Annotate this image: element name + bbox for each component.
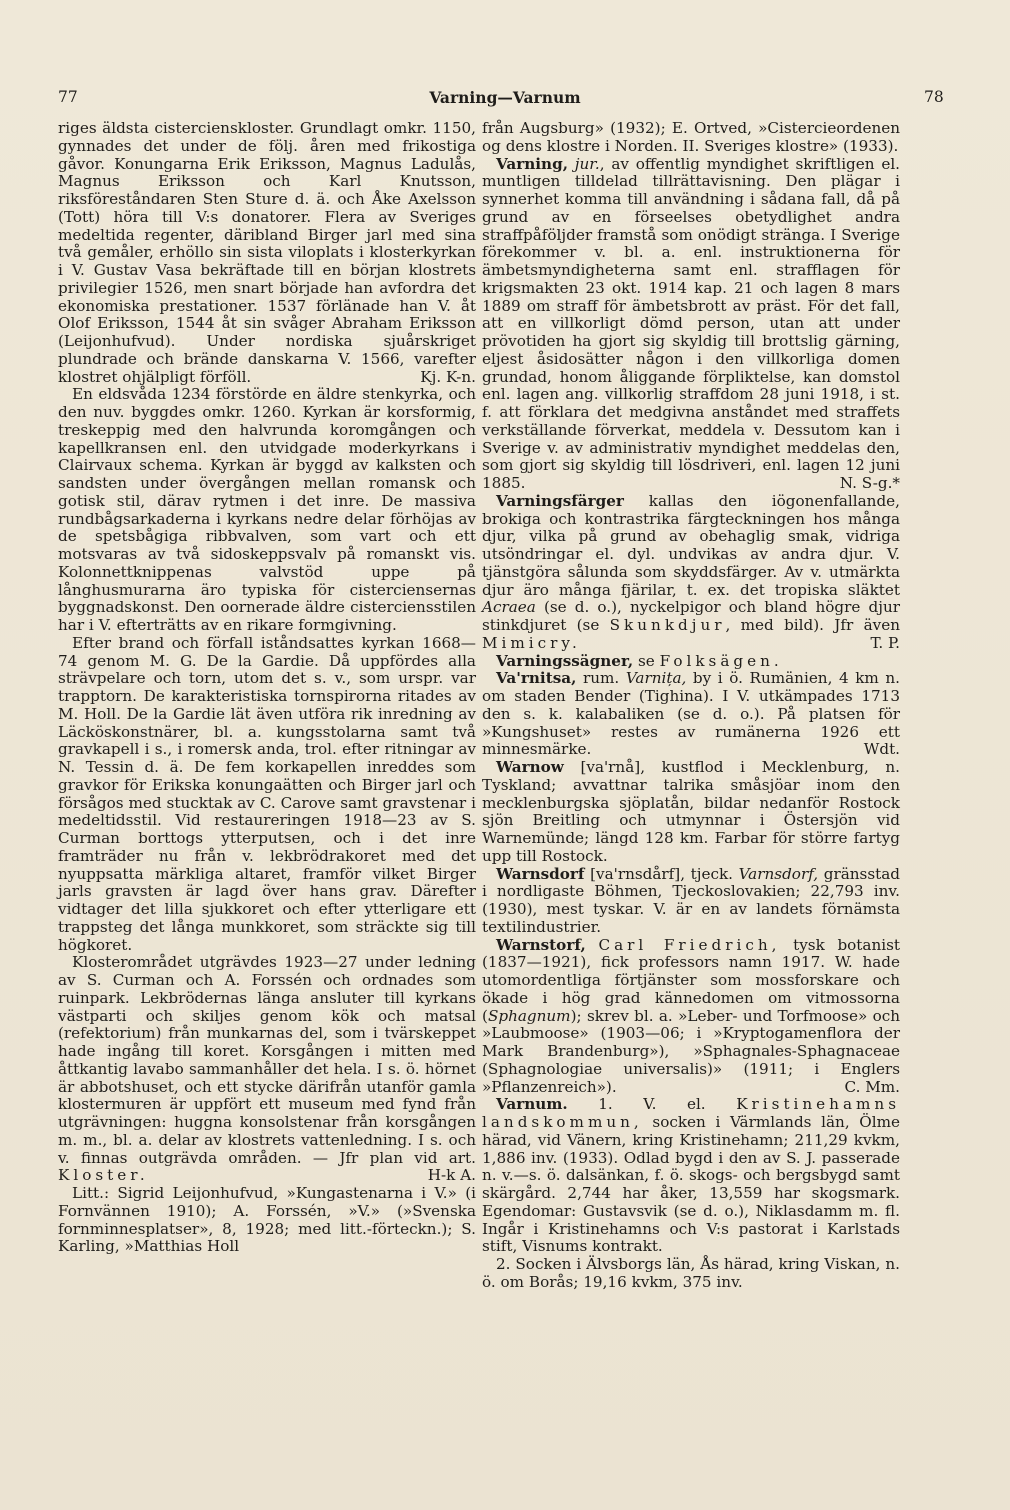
entry-warnsdorf: Warnsdorf [va'rnsdårf], tjeck. Varnsdorf, gränsstad i nordligaste Böhmen, Tjeckoslovakien; 22,793 inv. (1930), mest tyskar. V. är en av landets förnämsta textilindustrier.: [482, 864, 901, 936]
entry-warnow: Warnow [va'rnå], kustflod i Mecklenburg, n. Tyskland; avvattnar talrika småsjöar inom den mecklenburgska sjöplatån, bildar nedanför Rostock sjön Breitling och utmynnar i Östersjön vid Warnemünde; längd 128 km. Farbar för större fartyg upp till Rostock.: [482, 758, 900, 865]
author-signature: Wdt.: [863, 740, 900, 759]
cross-reference: Kloster.: [58, 1166, 149, 1185]
literature-paragraph: Litt.: Sigrid Leijonhufvud, »Kungastenarna i V.» (i Fornvännen 1910); A. Forssén, »V.» (»Svenska fornminnesplatser», 8, 1928; med litt.-förteckn.); S. Karling, »Matthias Holl: [58, 1184, 477, 1256]
headword: Varningssägner,: [496, 651, 634, 670]
cross-reference: Kristinehamns landskommun,: [482, 1095, 900, 1131]
author-signature: T. P.: [870, 633, 900, 652]
page-number-left: 77: [58, 88, 78, 106]
headword: Warnow: [496, 758, 564, 776]
entry-varnitsa: Va'rnitsa, rum. Varnița, by i ö. Rumänien, 4 km n. om staden Bender (Tighina). I V. utkämpades 1713 den s. k. kalabaliken (se d. o.). På platsen för »Kungshuset» restes av rumänerna 1926 ett minnesmärke. Wdt.: [482, 669, 901, 759]
headword: Varnum.: [496, 1095, 568, 1114]
paragraph: från Augsburg» (1932); E. Ortved, »Cistercieordenen og dens klostre i Norden. II. Sveriges klostre» (1933).: [482, 119, 900, 155]
cross-reference: Skunkdjur: [609, 616, 726, 634]
page-number-right: 78: [924, 88, 944, 106]
headword: Warnstorf,: [496, 935, 586, 954]
author-signature: H-k A.: [427, 1166, 476, 1185]
paragraph: riges äldsta cistercienskloster. Grundlagt omkr. 1150, gynnades det under de följ. åren med frikostiga gåvor. Konungarna Erik Eriksson, Magnus Ladulås, Magnus Eriksson och Karl Knutsson, riksföreståndaren Sten Sture d. ä. och Åke Axelsson (Tott) höra till V:s donatorer. Flera av Sveriges medeltida regenter, däribland Birger jarl med sina två gemåler, erhöllo sin sista viloplats i klosterkyrkan i V. Gustav Vasa bekräftade till en början klostrets privilegier 1526, men snart började han avfordra det ekonomiska prestationer. 1537 förlänade han V. åt Olof Eriksson, 1544 åt sin svåger Abraham Eriksson (Leijonhufvud). Under nordiska sjuårskriget plundrade och brände danskarna V. 1566, varefter klostret ohjälpligt förföll. Kj. K-n.: [58, 119, 476, 386]
author-signature: N. S-g.*: [839, 474, 900, 492]
headword: Varningsfärger: [496, 491, 624, 510]
headword: Warnsdorf: [496, 864, 585, 883]
cross-reference: Mimicry.: [482, 633, 581, 652]
author-signature: Kj. K-n.: [420, 367, 476, 386]
left-column: [58, 120, 476, 1256]
entry-varning: Varning, jur., av offentlig myndighet skriftligen el. muntligen tilldelad tillrättavisning. Den plägar i synnerhet komma till användning i sådana fall, då på grund av en förseelses obetydlighet andra straffpåföljder framstå som onödigt stränga. I Sverige förekommer v. bl. a. enl. instruktionerna för ämbetsmyndigheterna samt enl. strafflagen för krigsmakten 23 okt. 1914 kap. 21 och lagen 8 mars 1889 om straff för ämbetsbrott av präst. För det fall, att en villkorligt dömd person, utan att under prövotiden ha gjort sig skyldig till brottslig gärning, eljest åsidosätter någon i den villkorliga domen grundad, honom åliggande förpliktelse, kan domstol enl. lagen ang. villkorlig straffdom 28 juni 1918, i st. f. att förklara det medgivna anståndet med straffets verkställande förverkat, meddela v. Dessutom kan i Sverige v. av administrativ myndighet meddelas den, som gjort sig skyldig till lösdriveri, enl. lagen 12 juni 1885. N. S-g.*: [482, 154, 901, 492]
paragraph: En eldsvåda 1234 förstörde en äldre stenkyrka, och den nuv. byggdes omkr. 1260. Kyrkan är korsformig, treskeppig med den halvrunda koromgången och kapellkransen enl. den utvidgade moderkyrkans i Clairvaux schema. Kyrkan är byggd av kalksten och sandsten under övergången mellan romansk och gotisk stil, därav rytmen i det inre. De massiva rundbågsarkaderna i kyrkans nedre delar förhöjas av de spetsbågiga ribbvalven, som vart och ett motsvaras av två sidoskeppsvalv på romanskt vis. Kolonnettknippenas valvstöd uppe på långhusmurarna äro typiska för cisterciensernas byggnadskonst. Den oornerade äldre cisterciensstilen har i V. efterträtts av en rikare formgivning.: [58, 385, 476, 634]
entry-warnstorf: Warnstorf, Carl Friedrich, tysk botanist (1837—1921), fick professors namn 1917. W. hade utomordentliga förtjänster som mossforskare och ökade i hög grad kännedomen om vitmossorna (Sphagnum); skrev bl. a. »Leber- und Torfmoose» och »Laubmoose» (1903—06; i »Kryptogamenflora der Mark Brandenburg»), »Sphagnales-Sphagnaceae (Sphagnologiae universalis)» (1911; i Englers »Pflanzenreich»). C. Mm.: [482, 935, 901, 1096]
running-title: Varning—Varnum: [429, 88, 581, 107]
author-signature: C. Mm.: [844, 1077, 900, 1096]
entry-varnum-2: 2. Socken i Älvsborgs län, Ås härad, kring Viskan, n. ö. om Borås; 19,16 kvkm, 375 inv.: [482, 1255, 900, 1291]
entry-varningssagner: Varningssägner, se Folksägen.: [496, 651, 783, 670]
paragraph: Efter brand och förfall iståndsattes kyrkan 1668—74 genom M. G. De la Gardie. Då uppfördes alla strävpelare och torn, utom det s. v., som urspr. var trapptorn. De karakteristiska tornspirorna ritades av M. Holl. De la Gardie lät även utföra rik inredning av Läcköskonstnärer, bl. a. kungsstolarna samt två gravkapell i s., i romersk anda, trol. efter ritningar av N. Tessin d. ä. De fem korkapellen inreddes som gravkor för Erikska konungaätten och Birger jarl och försågos med stucktak av C. Carove samt gravstenar i medeltidsstil. Vid restaureringen 1918—23 av S. Curman borttogs ytterputsen, och i det inre framträder nu från v. lekbrödrakoret med det nyuppsatta märkliga altaret, framför vilket Birger jarls gravsten är lagd över hans grav. Därefter vidtager det lilla sjukkoret och efter ytterligare ett trappsteg det långa munkkoret, som sträckte sig till högkoret.: [58, 633, 476, 954]
headword: Va'rnitsa,: [496, 669, 577, 688]
page-header: [0, 88, 1010, 112]
entry-varningsfarger: Varningsfärger kallas den iögonenfallande, brokiga och kontrastrika färgteckningen hos många djur, vilka på grund av obehaglig smak, vidriga utsöndringar el. dyl. undvikas av andra djur. V. tjänstgöra sålunda som skyddsfärger. Av v. utmärkta djur äro många fjärilar, t. ex. det tropiska släktet Acraea (se d. o.), nyckelpigor och bland högre djur stinkdjuret (se Skunkdjur, med bild). Jfr även Mimicry. T. P.: [482, 491, 900, 652]
right-column: [482, 120, 900, 1292]
paragraph: Klosterområdet utgrävdes 1923—27 under ledning av S. Curman och A. Forssén och ordnades som ruinpark. Lekbrödernas länga ansluter till kyrkans västparti och skiljes genom kök och matsal (refektorium) från munkarnas del, som i tvärskeppet hade ingång till koret. Korsgången i mitten med åttkantig lavabo sammanhåller det hela. I s. ö. hörnet är abbotshuset, och ett stycke därifrån utanför gamla klostermuren är uppfört ett museum med fynd från utgrävningen: huggna konsolstenar från korsgången m. m., bl. a. delar av klostrets vattenledning. I s. och v. finnas outgrävda områden. — Jfr plan vid art. Kloster. H-k A.: [58, 953, 476, 1185]
cross-reference: Folksägen.: [659, 651, 783, 670]
headword: Varning,: [496, 154, 568, 173]
entry-varnum: Varnum. 1. V. el. Kristinehamns landskommun, socken i Värmlands län, Ölme härad, vid Vänern, kring Kristinehamn; 211,29 kvkm, 1,886 inv. (1933). Odlad bygd i den av S. J. passerade n. v.—s. ö. dalsänkan, f. ö. skogs- och bergsbygd samt skärgård. 2,744 har åker, 13,559 har skogsmark. Egendomar: Gustavsvik (se d. o.), Niklasdamm m. fl. Ingår i Kristinehamns och V:s pastorat i Karlstads stift, Visnums kontrakt.: [482, 1095, 900, 1256]
